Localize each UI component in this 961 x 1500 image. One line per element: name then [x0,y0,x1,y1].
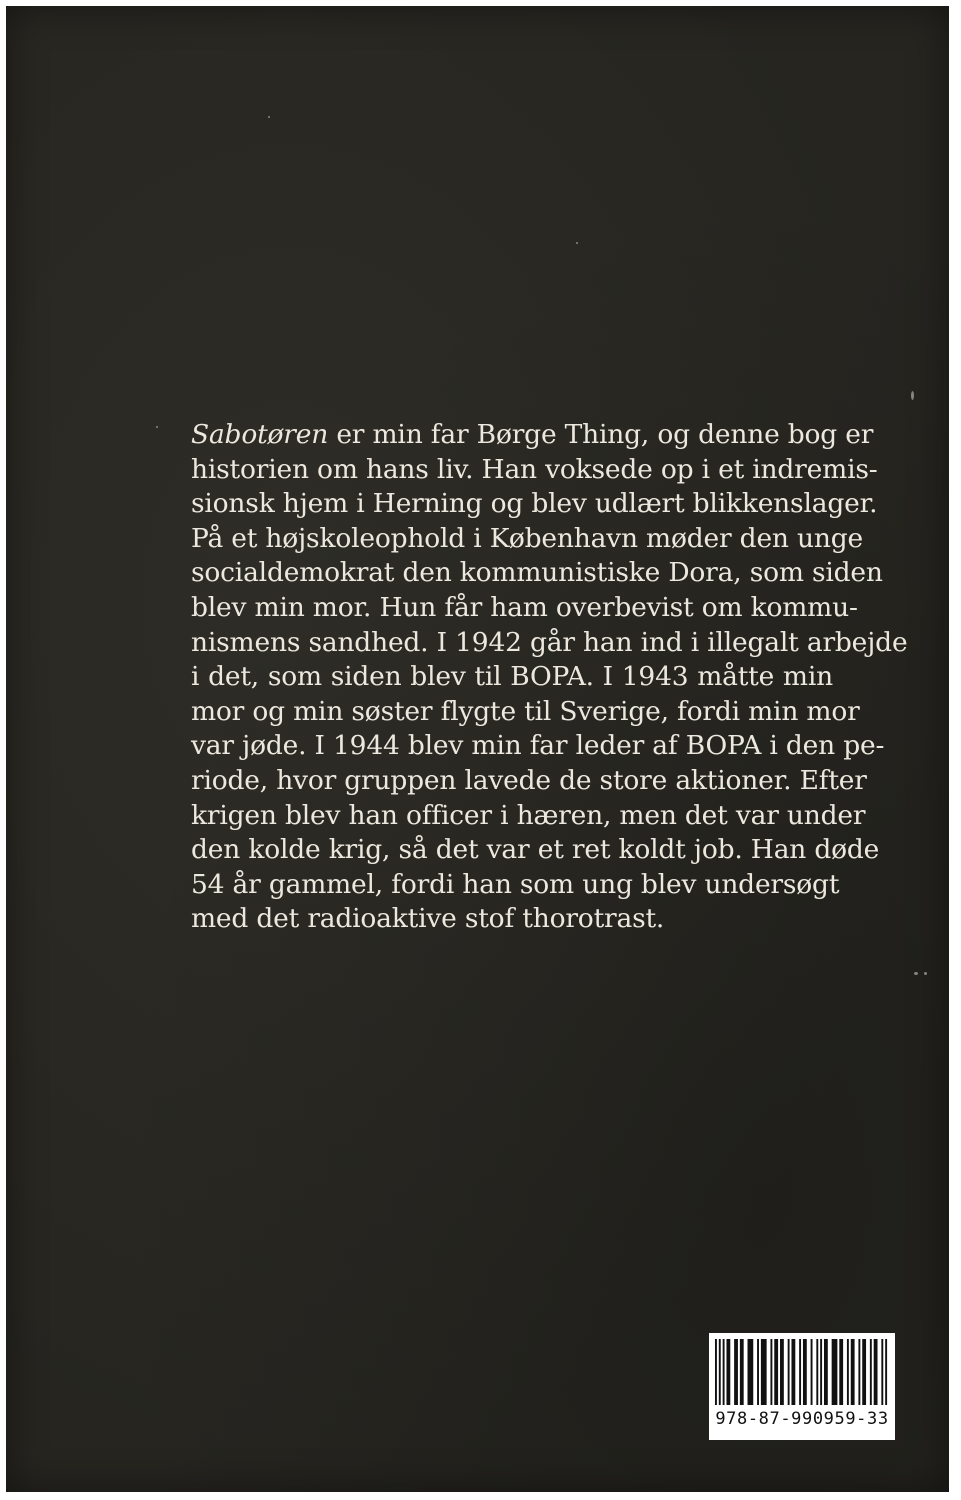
blurb-line: socialdemokrat den kommunistiske Dora, som siden [191,557,883,589]
barcode-bar [847,1339,849,1405]
blurb-line: blev min mor. Hun får ham overbevist om kommu- [191,591,858,623]
scan-speck [156,426,158,428]
barcode-bar [816,1339,818,1405]
back-cover [6,6,949,1492]
barcode-bar [770,1339,772,1405]
barcode-bar [734,1339,738,1405]
blurb-line: i det, som siden blev til BOPA. I 1943 måtte min [191,661,833,693]
scan-speck [914,972,918,975]
blurb-line: sionsk hjem i Herning og blev udlært blikkenslager. [191,488,878,520]
barcode-bar [780,1339,784,1405]
blurb-line: krigen blev han officer i hæren, men det var under [191,799,866,831]
barcode-bar [811,1339,813,1405]
scan-speck [268,116,270,118]
barcode-bar [874,1339,878,1405]
barcode-bar [740,1339,744,1405]
blurb-line: var jøde. I 1944 blev min far leder af BOPA i den pe- [191,730,885,762]
barcode-bar [788,1339,790,1405]
barcode-bar [719,1339,721,1405]
scan-speck [576,242,578,244]
scan-speck [911,391,914,400]
blurb-line: På et højskoleophold i København møder den unge [191,522,863,554]
barcode-bar [885,1339,887,1405]
barcode-bar [881,1339,883,1405]
cover-blurb [191,418,908,937]
barcode-bar [862,1339,866,1405]
blurb-line: riode, hvor gruppen lavede de store aktioner. Efter [191,764,867,796]
isbn-barcode [709,1333,895,1440]
barcode-bar [761,1339,767,1405]
barcode-bar [715,1339,717,1405]
isbn-number: 978-87-990959-33 [715,1409,889,1429]
barcode-bar [858,1339,860,1405]
barcode-bars [715,1339,889,1405]
barcode-bar [791,1339,795,1405]
blurb-line: 54 år gammel, fordi han som ung blev undersøgt [191,868,840,900]
book-title: Sabotøren [191,419,329,450]
blurb-line: historien om hans liv. Han voksede op i et indremis- [191,453,878,485]
barcode-bar [757,1339,759,1405]
barcode-bar [820,1339,822,1405]
barcode-bar [832,1339,838,1405]
blurb-line: mor og min søster flygte til Sverige, fordi min mor [191,695,860,727]
barcode-bar [748,1339,754,1405]
blurb-line: nismens sandhed. I 1942 går han ind i illegalt arbejde [191,626,908,658]
scan-speck [924,972,927,975]
barcode-bar [824,1339,828,1405]
barcode-bar [803,1339,807,1405]
blurb-line: med det radioaktive stof thorotrast. [191,903,665,935]
barcode-bar [774,1339,778,1405]
barcode-bar [799,1339,801,1405]
blurb-line [191,418,874,453]
barcode-bar [851,1339,855,1405]
barcode-bar [726,1339,730,1405]
barcode-bar [870,1339,872,1405]
blurb-line: den kolde krig, så det var et ret koldt job. Han døde [191,834,880,866]
barcode-bar [723,1339,725,1405]
blurb-first-line-text: er min far Børge Thing, og denne bog er [328,419,874,450]
barcode-bar [839,1339,843,1405]
